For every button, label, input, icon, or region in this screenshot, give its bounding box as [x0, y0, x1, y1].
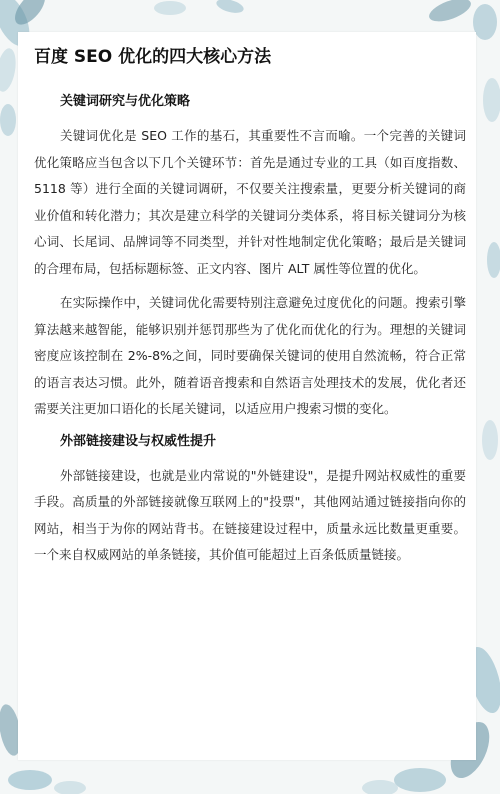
section-external-links — [34, 431, 466, 569]
article — [34, 45, 466, 577]
section-heading: 外部链接建设与权威性提升 — [60, 433, 217, 449]
section-heading: 关键词研究与优化策略 — [60, 94, 191, 109]
paragraph: 外部链接建设，也就是业内常说的"外链建设"，是提升网站权威性的重要手段。高质量的外部链接就像互联网上的"投票"，其他网站通过链接指向你的网站，相当于为你的网站背书。在链接建设过程中，质量永远比数量更重要。一个来自权威网站的单条链接，其价值可能超过上百条低质量链接。 — [34, 467, 466, 562]
section-keyword-research — [34, 91, 466, 423]
page-title: 百度 SEO 优化的四大核心方法 — [34, 47, 272, 67]
paragraph: 关键词优化是 SEO 工作的基石，其重要性不言而喻。一个完善的关键词优化策略应当包含以下几个关键环节：首先是通过专业的工具（如百度指数、5118 等）进行全面的关键词调研，不仅要关注搜索量，更要分析关键词的商业价值和转化潜力；其次是建立科学的关键词分类体系，将目标关键词分为核心词、长尾词、品牌词等不同类型，并针对性地制定优化策略；最后是关键词的合理布局，包括标题标签、正文内容、图片 ALT 属性等位置的优化。 — [34, 128, 466, 276]
paragraph: 在实际操作中，关键词优化需要特别注意避免过度优化的问题。搜索引擎算法越来越智能，能够识别并惩罚那些为了优化而优化的行为。理想的关键词密度应该控制在 2%-8%之间，同时要确保关键词的使用自然流畅，符合正常的语言表达习惯。此外，随着语音搜索和自然语言处理技术的发展，优化者还需要关注更加口语化的长尾关键词，以适应用户搜索习惯的变化。 — [34, 295, 466, 416]
